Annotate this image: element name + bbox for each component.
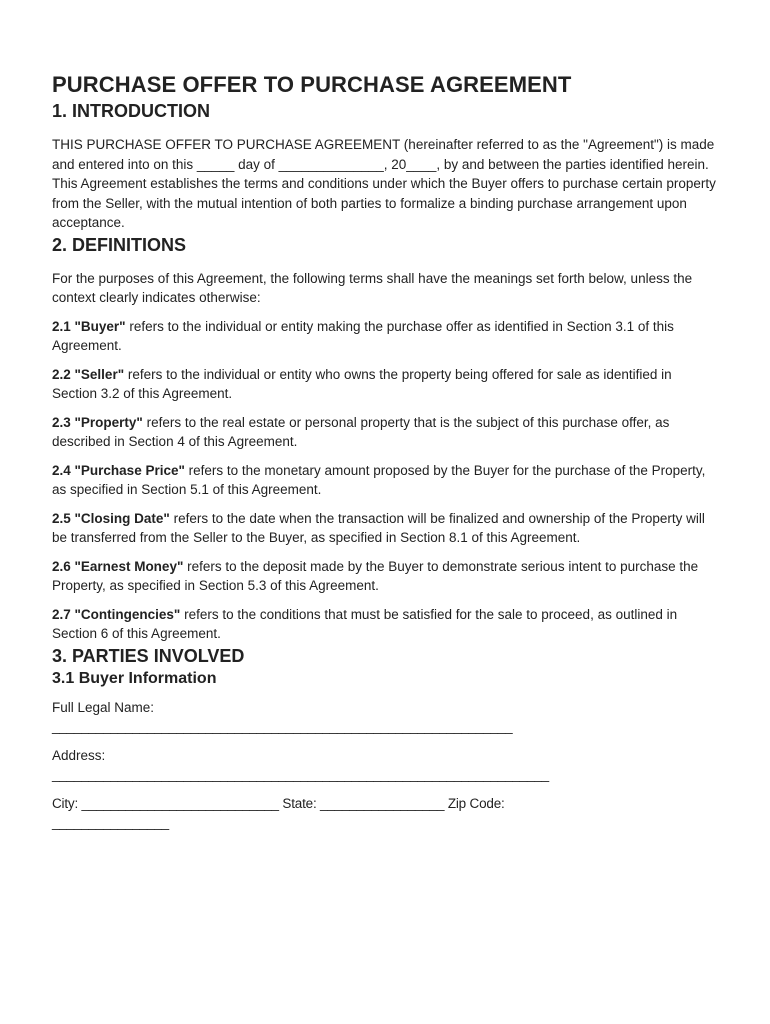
definition-closing-date: [52, 509, 718, 548]
definition-seller: [52, 365, 718, 404]
document-title: PURCHASE OFFER TO PURCHASE AGREEMENT: [52, 72, 572, 97]
definition-text: refers to the deposit made by the Buyer to demonstrate serious intent to purchase the Property, as specified in Section 5.3 of this Agreement.: [52, 558, 699, 593]
definition-term: 2.6 "Earnest Money": [52, 558, 184, 574]
subsection-heading-buyer-information: 3.1 Buyer Information: [52, 669, 217, 687]
definition-contingencies: [52, 605, 718, 644]
definition-buyer: [52, 317, 718, 356]
full-legal-name-field[interactable]: _______________________________________________________________: [52, 719, 513, 734]
definition-text: refers to the real estate or personal property that is the subject of this purchase offer, as described in Section 4 of this Agreement.: [52, 414, 670, 449]
definition-property: [52, 413, 718, 452]
definition-purchase-price: [52, 461, 718, 500]
definition-earnest-money: [52, 557, 718, 596]
definition-term: 2.2 "Seller": [52, 366, 125, 382]
section-heading-parties: 3. PARTIES INVOLVED: [52, 645, 245, 666]
address-field[interactable]: ____________________________________________________________________: [52, 767, 549, 782]
section-heading-introduction: 1. INTRODUCTION: [52, 101, 211, 121]
introduction-paragraph: THIS PURCHASE OFFER TO PURCHASE AGREEMENT (hereinafter referred to as the "Agreement") is made and entered into on this _____ day of ______________, 20____, by and between the parties identified herein. This Agreement establishes the terms and conditions under which the Buyer offers to purchase certain property from the Seller, with the mutual intention of both parties to formalize a binding purchase arrangement upon acceptance.: [52, 137, 716, 230]
definition-term: 2.3 "Property": [52, 414, 143, 430]
definition-text: refers to the individual or entity who owns the property being offered for sale as identified in Section 3.2 of this Agreement.: [52, 366, 672, 401]
definition-text: refers to the individual or entity making the purchase offer as identified in Section 3.1 of this Agreement.: [52, 318, 674, 353]
definition-text: refers to the date when the transaction will be finalized and ownership of the Property will be transferred from the Seller to the Buyer, as specified in Section 8.1 of this Agreement.: [52, 510, 705, 545]
section-heading-definitions: 2. DEFINITIONS: [52, 234, 187, 255]
definitions-intro: For the purposes of this Agreement, the following terms shall have the meanings set forth below, unless the context clearly indicates otherwise:: [52, 270, 693, 305]
definition-text: refers to the monetary amount proposed by the Buyer for the purchase of the Property, as specified in Section 5.1 of this Agreement.: [52, 462, 706, 497]
definition-term: 2.4 "Purchase Price": [52, 462, 185, 478]
zip-code-field[interactable]: ________________: [52, 815, 169, 830]
definition-text: refers to the conditions that must be satisfied for the sale to proceed, as outlined in Section 6 of this Agreement.: [52, 606, 678, 641]
definition-term: 2.5 "Closing Date": [52, 510, 170, 526]
definition-term: 2.1 "Buyer": [52, 318, 126, 334]
address-label: Address:: [52, 747, 106, 763]
city-state-zip-fields[interactable]: City: ___________________________ State: _________________ Zip Code:: [52, 795, 505, 811]
definition-term: 2.7 "Contingencies": [52, 606, 181, 622]
full-legal-name-label: Full Legal Name:: [52, 699, 155, 715]
